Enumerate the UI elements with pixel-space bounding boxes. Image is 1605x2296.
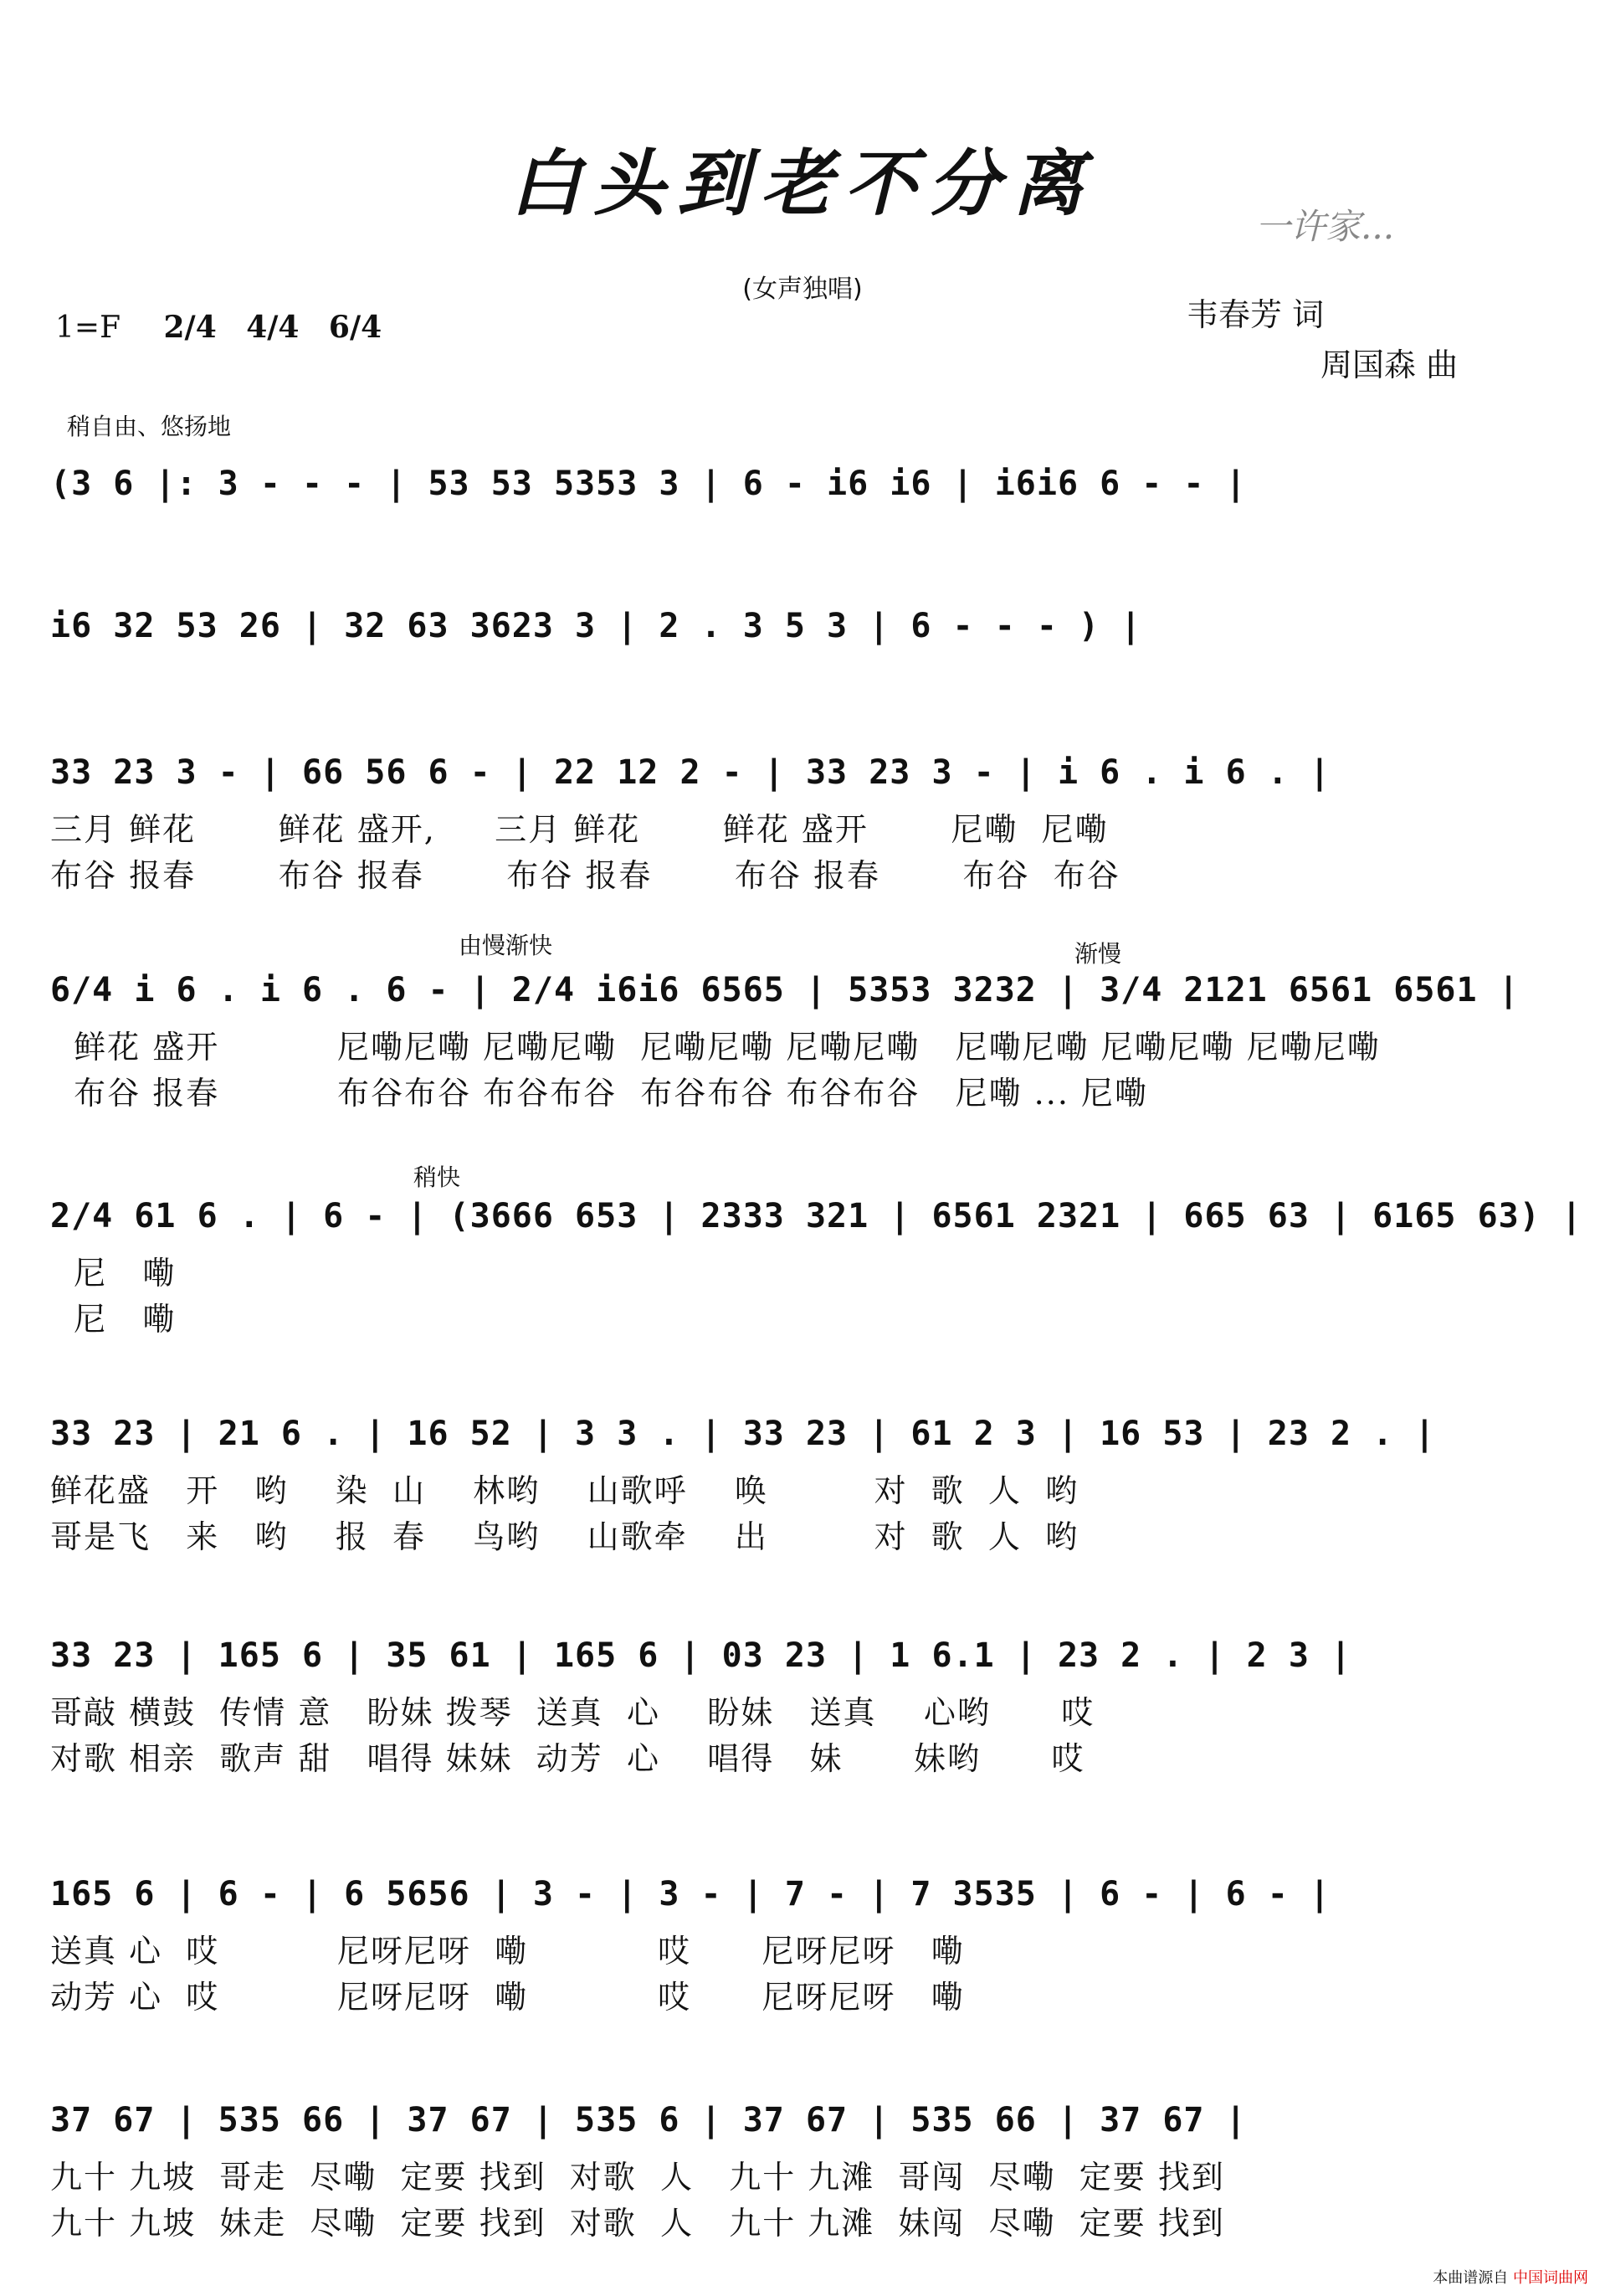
lyrics-line-6-verse-1: 鲜花盛 开 哟 染 山 林哟 山歌呼 唤 对 歌 人 哟 xyxy=(50,1472,1079,1509)
notes-line-6: 33 23 | 21 6 . | 16 52 | 3 3 . | 33 23 | 61 2 3 | 16 53 | 23 2 . | xyxy=(50,1415,1436,1453)
lyrics-line-4-verse-2: 布谷 报春 布谷布谷 布谷布谷 布谷布谷 布谷布谷 尼嘞 ... 尼嘞 xyxy=(50,1075,1148,1112)
lyrics-line-5-verse-2: 尼 嘞 xyxy=(50,1301,177,1338)
lyrics-line-6-verse-2: 哥是飞 来 哟 报 春 鸟哟 山歌牵 出 对 歌 人 哟 xyxy=(50,1518,1079,1555)
page-title: 白头到老不分离 xyxy=(510,141,1095,226)
lyrics-line-7-verse-2: 对歌 相亲 歌声 甜 唱得 妹妹 动芳 心 唱得 妹 妹哟 哎 xyxy=(50,1740,1085,1777)
score-line-1 xyxy=(50,465,1556,523)
meter-1: 2/4 xyxy=(163,310,217,345)
subtitle: (女声独唱) xyxy=(742,275,863,304)
footer-site-link[interactable]: 中国词曲网 xyxy=(1513,2269,1588,2287)
lyrics-line-9-verse-2: 九十 九坡 妹走 尽嘞 定要 找到 对歌 人 九十 九滩 妹闯 尽嘞 定要 找到 xyxy=(50,2205,1225,2242)
notes-line-9: 37 67 | 535 66 | 37 67 | 535 6 | 37 67 | 535 66 | 37 67 | xyxy=(50,2101,1247,2139)
key-label: 1=F xyxy=(55,311,121,345)
meter-2: 4/4 xyxy=(246,310,300,345)
footer-prefix: 本曲谱源自 xyxy=(1433,2269,1509,2287)
score-line-8 xyxy=(50,1875,1556,2042)
lyrics-line-7-verse-1: 哥敲 横鼓 传情 意 盼妹 拨琴 送真 心 盼妹 送真 心哟 哎 xyxy=(50,1694,1095,1731)
lyrics-line-4-verse-1: 鲜花 盛开 尼嘞尼嘞 尼嘞尼嘞 尼嘞尼嘞 尼嘞尼嘞 尼嘞尼嘞 尼嘞尼嘞 尼嘞尼嘞 xyxy=(50,1029,1381,1066)
source-footer xyxy=(1433,2266,1588,2288)
score-line-4 xyxy=(50,971,1556,1138)
key-signature xyxy=(55,310,382,345)
corner-scribble: 一许家... xyxy=(1255,206,1395,247)
lyrics-line-9-verse-1: 九十 九坡 哥走 尽嘞 定要 找到 对歌 人 九十 九滩 哥闯 尽嘞 定要 找到 xyxy=(50,2159,1225,2196)
notes-line-1: (3 6 |: 3 - - - | 53 53 5353 3 | 6 - i6 i6 | i6i6 6 - - | xyxy=(50,465,1247,503)
score-line-7 xyxy=(50,1636,1556,1804)
score-line-2 xyxy=(50,607,1556,665)
lyrics-line-5-verse-1: 尼 嘞 xyxy=(50,1255,177,1292)
tempo-mark-accel: 由慢渐快 xyxy=(459,932,553,959)
notes-line-7: 33 23 | 165 6 | 35 61 | 165 6 | 03 23 | 1 6.1 | 23 2 . | 2 3 | xyxy=(50,1636,1352,1675)
notes-line-2: i6 32 53 26 | 32 63 3623 3 | 2 . 3 5 3 | 6 - - - ) | xyxy=(50,607,1142,645)
notes-line-4: 6/4 i 6 . i 6 . 6 - | 2/4 i6i6 6565 | 5353 3232 | 3/4 2121 6561 6561 | xyxy=(50,971,1520,1009)
score-line-6 xyxy=(50,1415,1556,1582)
notes-line-5: 2/4 61 6 . | 6 - | (3666 653 | 2333 321 | 6561 2321 | 665 63 | 6165 63) | xyxy=(50,1197,1582,1235)
notes-line-8: 165 6 | 6 - | 6 5656 | 3 - | 3 - | 7 - | 7 3535 | 6 - | 6 - | xyxy=(50,1875,1331,1913)
composer-credit: 周国森 曲 xyxy=(1320,347,1459,383)
tempo-mark-rit: 渐慢 xyxy=(1074,940,1122,968)
lyrics-line-3-verse-1: 三月 鲜花 鲜花 盛开, 三月 鲜花 鲜花 盛开 尼嘞 尼嘞 xyxy=(50,811,1109,848)
meter-3: 6/4 xyxy=(328,310,382,345)
score-line-5 xyxy=(50,1197,1582,1364)
score-line-9 xyxy=(50,2101,1556,2268)
lyrics-line-8-verse-2: 动芳 心 哎 尼呀尼呀 嘞 哎 尼呀尼呀 嘞 xyxy=(50,1979,965,2016)
score-line-3 xyxy=(50,753,1556,921)
lyricist-credit: 韦春芳 词 xyxy=(1187,296,1325,333)
lyrics-line-8-verse-1: 送真 心 哎 尼呀尼呀 嘞 哎 尼呀尼呀 嘞 xyxy=(50,1933,965,1970)
lyrics-line-3-verse-2: 布谷 报春 布谷 报春 布谷 报春 布谷 报春 布谷 布谷 xyxy=(50,857,1120,894)
tempo-mark-faster: 稍快 xyxy=(413,1163,461,1191)
notes-line-3: 33 23 3 - | 66 56 6 - | 22 12 2 - | 33 23 3 - | i 6 . i 6 . | xyxy=(50,753,1331,792)
tempo-mark-start: 稍自由、悠扬地 xyxy=(67,413,232,440)
